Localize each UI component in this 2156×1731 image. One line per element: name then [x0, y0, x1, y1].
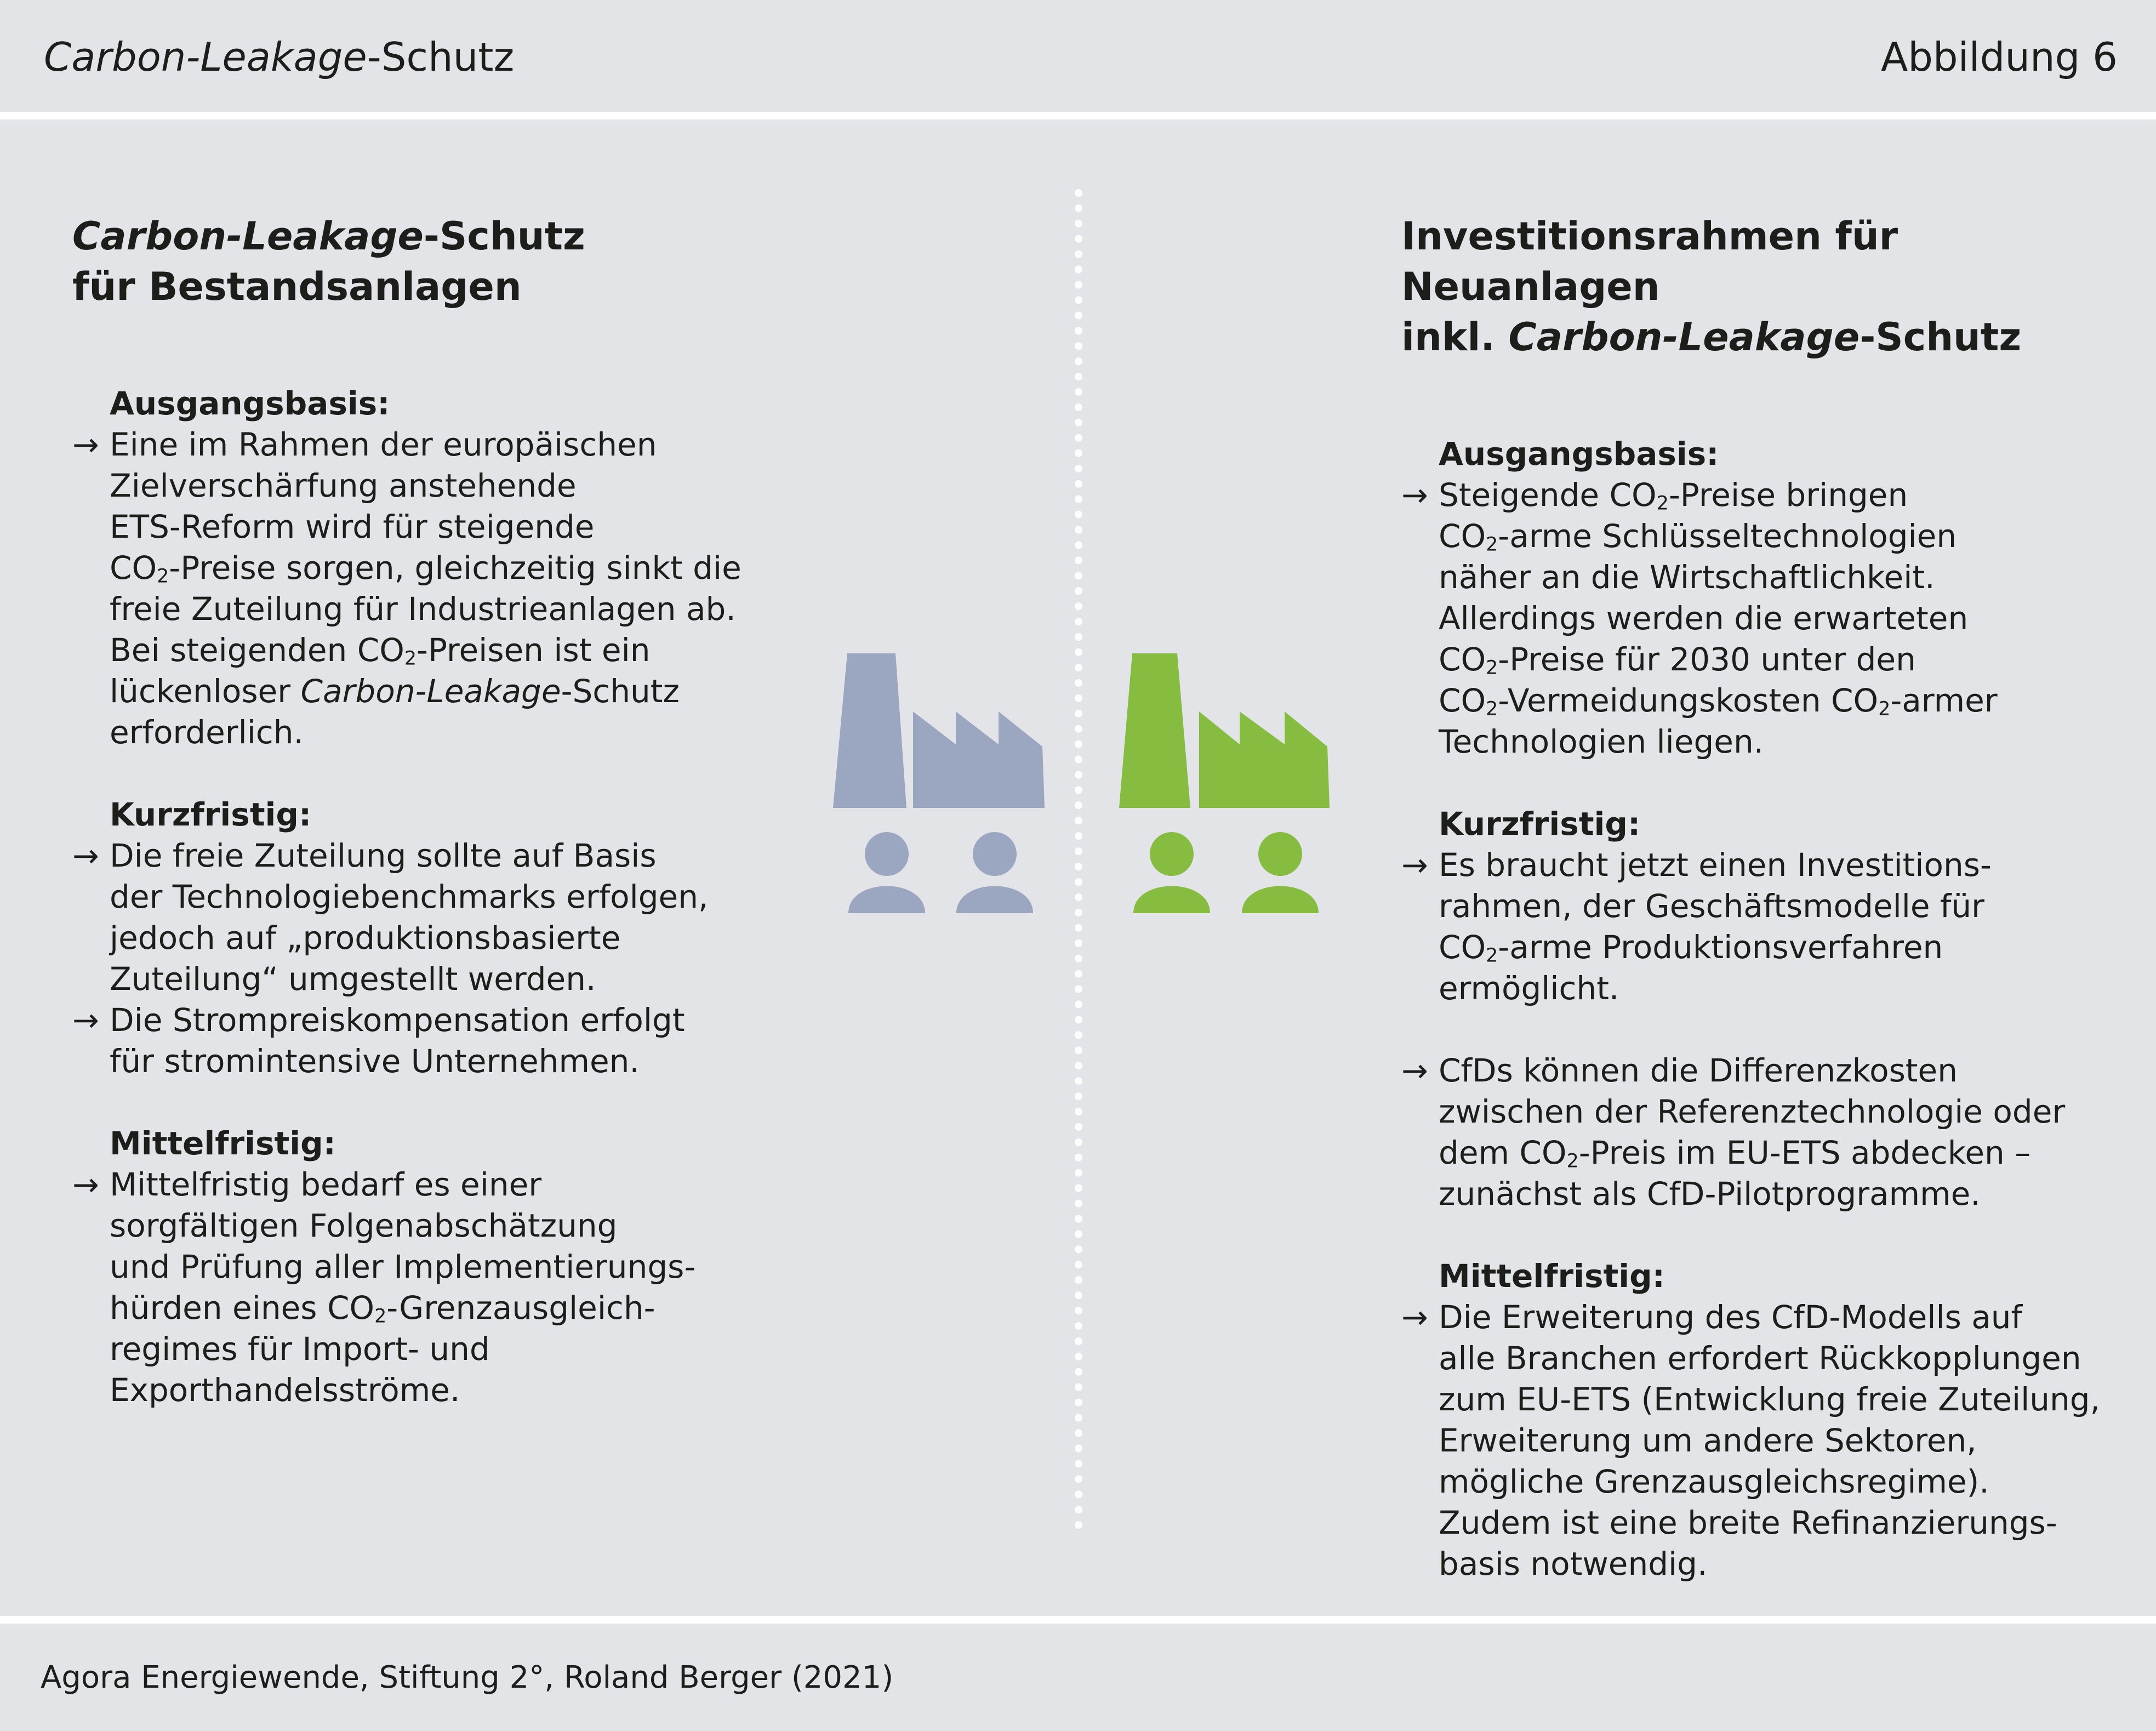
new-plants-illustration — [1117, 651, 1332, 914]
bullet-item: → Steigende $CO_2$-Preise bringen $CO_2$-arme Schlüsseltechnologien näher an die Wirtschaftlichkeit. Allerdings werden die erwarteten $CO_2$-Preise für 2030 unter den $CO_2$-Vermeidungskosten $CO_2$-armer Technologien liegen. — [1401, 475, 2136, 762]
person-icon — [1150, 832, 1194, 876]
person-icon — [973, 832, 1017, 876]
factory-icon — [833, 653, 906, 808]
arrow-icon: → — [72, 837, 99, 874]
bullet-item: → CfDs können die Differenzkosten zwischen der Referenztechnologie oder dem $CO_2$-Preis im EU-ETS abdecken – zunächst als CfD-Pilotprogramme. — [1401, 1050, 2136, 1215]
bullet-item: → Es braucht jetzt einen Investitions- rahmen, der Geschäftsmodelle für $CO_2$-arme Produktionsverfahren ermöglicht. — [1401, 845, 2136, 1009]
left-section-kurzfristig — [72, 794, 829, 1082]
right-column-title: Investitionsrahmen für Neuanlagen inkl. Carbon-Leakage-Schutz — [1401, 214, 2022, 360]
existing-plants-illustration — [832, 651, 1047, 914]
section-heading: Kurzfristig: — [110, 796, 312, 833]
bullet-item: → Mittelfristig bedarf es einer sorgfältigen Folgenabschätzung und Prüfung aller Implementierungs- hürden eines $CO_2-Grenzausgleich-$ regimes für Import- und Exporthandelsströme. — [72, 1164, 829, 1411]
arrow-icon: → — [1401, 1052, 1428, 1089]
person-icon — [1242, 886, 1319, 914]
section-heading: Mittelfristig: — [110, 1125, 336, 1162]
bottom-rule — [0, 1616, 2156, 1624]
arrow-icon: → — [1401, 846, 1428, 884]
figure-footer — [0, 1624, 2156, 1731]
person-icon — [865, 832, 909, 876]
figure-header — [0, 0, 2156, 110]
section-heading: Ausgangsbasis: — [110, 385, 390, 422]
arrow-icon: → — [72, 426, 99, 463]
figure-title: Carbon-Leakage-Schutz — [44, 34, 515, 80]
right-column — [1401, 211, 2136, 1626]
figure-number: Abbildung 6 — [1880, 34, 2118, 80]
center-divider — [1075, 189, 1082, 1529]
left-section-ausgangsbasis — [72, 383, 829, 753]
person-icon — [956, 886, 1033, 914]
bullet-item: → Die Strompreiskompensation erfolgt für stromintensive Unternehmen. — [72, 1000, 829, 1082]
person-icon — [1258, 832, 1302, 876]
left-column-title: Carbon-Leakage-Schutz für Bestandsanlagen — [72, 214, 585, 309]
top-rule — [0, 112, 2156, 119]
left-section-mittelfristig — [72, 1123, 829, 1411]
right-body — [1401, 434, 2136, 1585]
factory-icon — [913, 711, 1045, 808]
section-heading: Ausgangsbasis: — [1439, 435, 1719, 472]
bullet-item: → Die freie Zuteilung sollte auf Basis der Technologiebenchmarks erfolgen, jedoch auf „produktionsbasierte Zuteilung“ umgestellt werden. — [72, 835, 829, 1000]
source-credit: Agora Energiewende, Stiftung 2°, Roland Berger (2021) — [41, 1660, 894, 1695]
arrow-icon: → — [72, 1166, 99, 1203]
bullet-item: → Die Erweiterung des CfD-Modells auf alle Branchen erfordert Rückkopplungen zum EU-ETS (Entwicklung freie Zuteilung, Erweiterung um andere Sektoren, mögliche Grenzausgleichsregime). Zudem ist eine breite Refinanzierungs- basis notwendig. — [1401, 1297, 2136, 1585]
factory-icon — [1199, 711, 1330, 808]
section-heading: Mittelfristig: — [1439, 1257, 1665, 1295]
right-section-ausgangsbasis — [1401, 434, 2136, 762]
person-icon — [848, 886, 925, 914]
left-body — [72, 383, 829, 1411]
bullet-item: → Eine im Rahmen der europäischen Zielverschärfung anstehende ETS-Reform wird für steigende $CO_2$-Preise sorgen, gleichzeitig sinkt die freie Zuteilung für Industrieanlagen ab. Bei steigenden $CO_2$-Preisen ist ein lückenloser Carbon-Leakage-Schutz erforderlich. — [72, 424, 829, 753]
factory-icon — [1119, 653, 1190, 808]
arrow-icon: → — [1401, 1299, 1428, 1336]
section-heading: Kurzfristig: — [1439, 805, 1641, 842]
arrow-icon: → — [1401, 476, 1428, 514]
arrow-icon: → — [72, 1001, 99, 1039]
right-section-mittelfristig — [1401, 1256, 2136, 1585]
person-icon — [1133, 886, 1210, 914]
left-column — [72, 211, 829, 1452]
right-section-kurzfristig — [1401, 804, 2136, 1215]
